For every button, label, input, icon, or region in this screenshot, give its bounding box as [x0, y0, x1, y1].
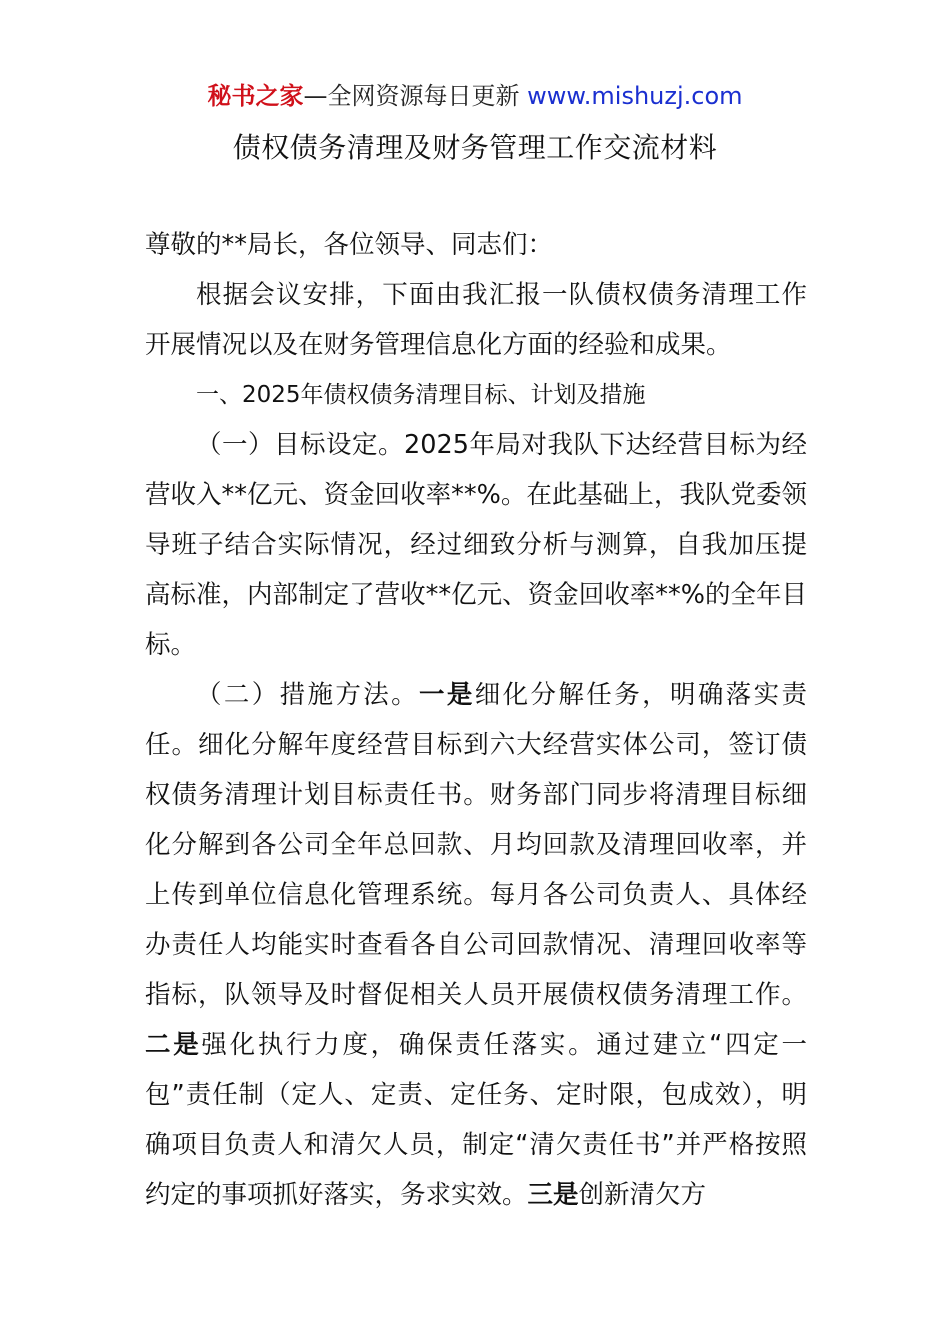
- point-one-label: 一是: [419, 680, 475, 710]
- site-header: [0, 80, 950, 112]
- section-heading: 一、2025年债权债务清理目标、计划及措施: [196, 382, 646, 408]
- point-one-text: 细化分解任务，明确落实责任。细化分解年度经营目标到六大经营实体公司，签订债权债务清理计划目标责任书。财务部门同步将清理目标细化分解到各公司全年总回款、月均回款及清理回收率，并上传到单位信息化管理系统。每月各公司负责人、具体经办责任人均能实时查看各自公司回款情况、清理回收率等指标，队领导及时督促相关人员开展债权债务清理工作。: [145, 680, 807, 1010]
- point-two-text: 强化执行力度，确保责任落实。通过建立“四定一包”责任制（定人、定责、定任务、定时限，包成效），明确项目负责人和清欠人员，制定“清欠责任书”并严格按照约定的事项抓好落实，务求实效。: [145, 1030, 807, 1210]
- measures-lead: （二）措施方法。: [196, 680, 420, 710]
- site-tagline: —全网资源每日更新: [303, 82, 528, 110]
- point-three-text: 创新清欠方: [578, 1180, 707, 1210]
- site-brand: 秘书之家: [207, 82, 304, 110]
- salutation: 尊敬的**局长，各位领导、同志们：: [145, 230, 554, 260]
- point-two-label: 二是: [145, 1030, 202, 1060]
- intro-paragraph: 根据会议安排，下面由我汇报一队债权债务清理工作开展情况以及在财务管理信息化方面的经验和成果。: [145, 280, 807, 360]
- target-paragraph: （一）目标设定。2025年局对我队下达经营目标为经营收入**亿元、资金回收率**%。在此基础上，我队党委领导班子结合实际情况，经过细致分析与测算，自我加压提高标准，内部制定了营收**亿元、资金回收率**%的全年目标。: [145, 430, 807, 660]
- site-url-link[interactable]: www.mishuzj.com: [527, 82, 743, 110]
- measures-paragraph: [145, 670, 807, 1220]
- document-body: [145, 220, 807, 1220]
- document-title: 债权债务清理及财务管理工作交流材料: [232, 131, 718, 164]
- point-three-label: 三是: [527, 1180, 579, 1210]
